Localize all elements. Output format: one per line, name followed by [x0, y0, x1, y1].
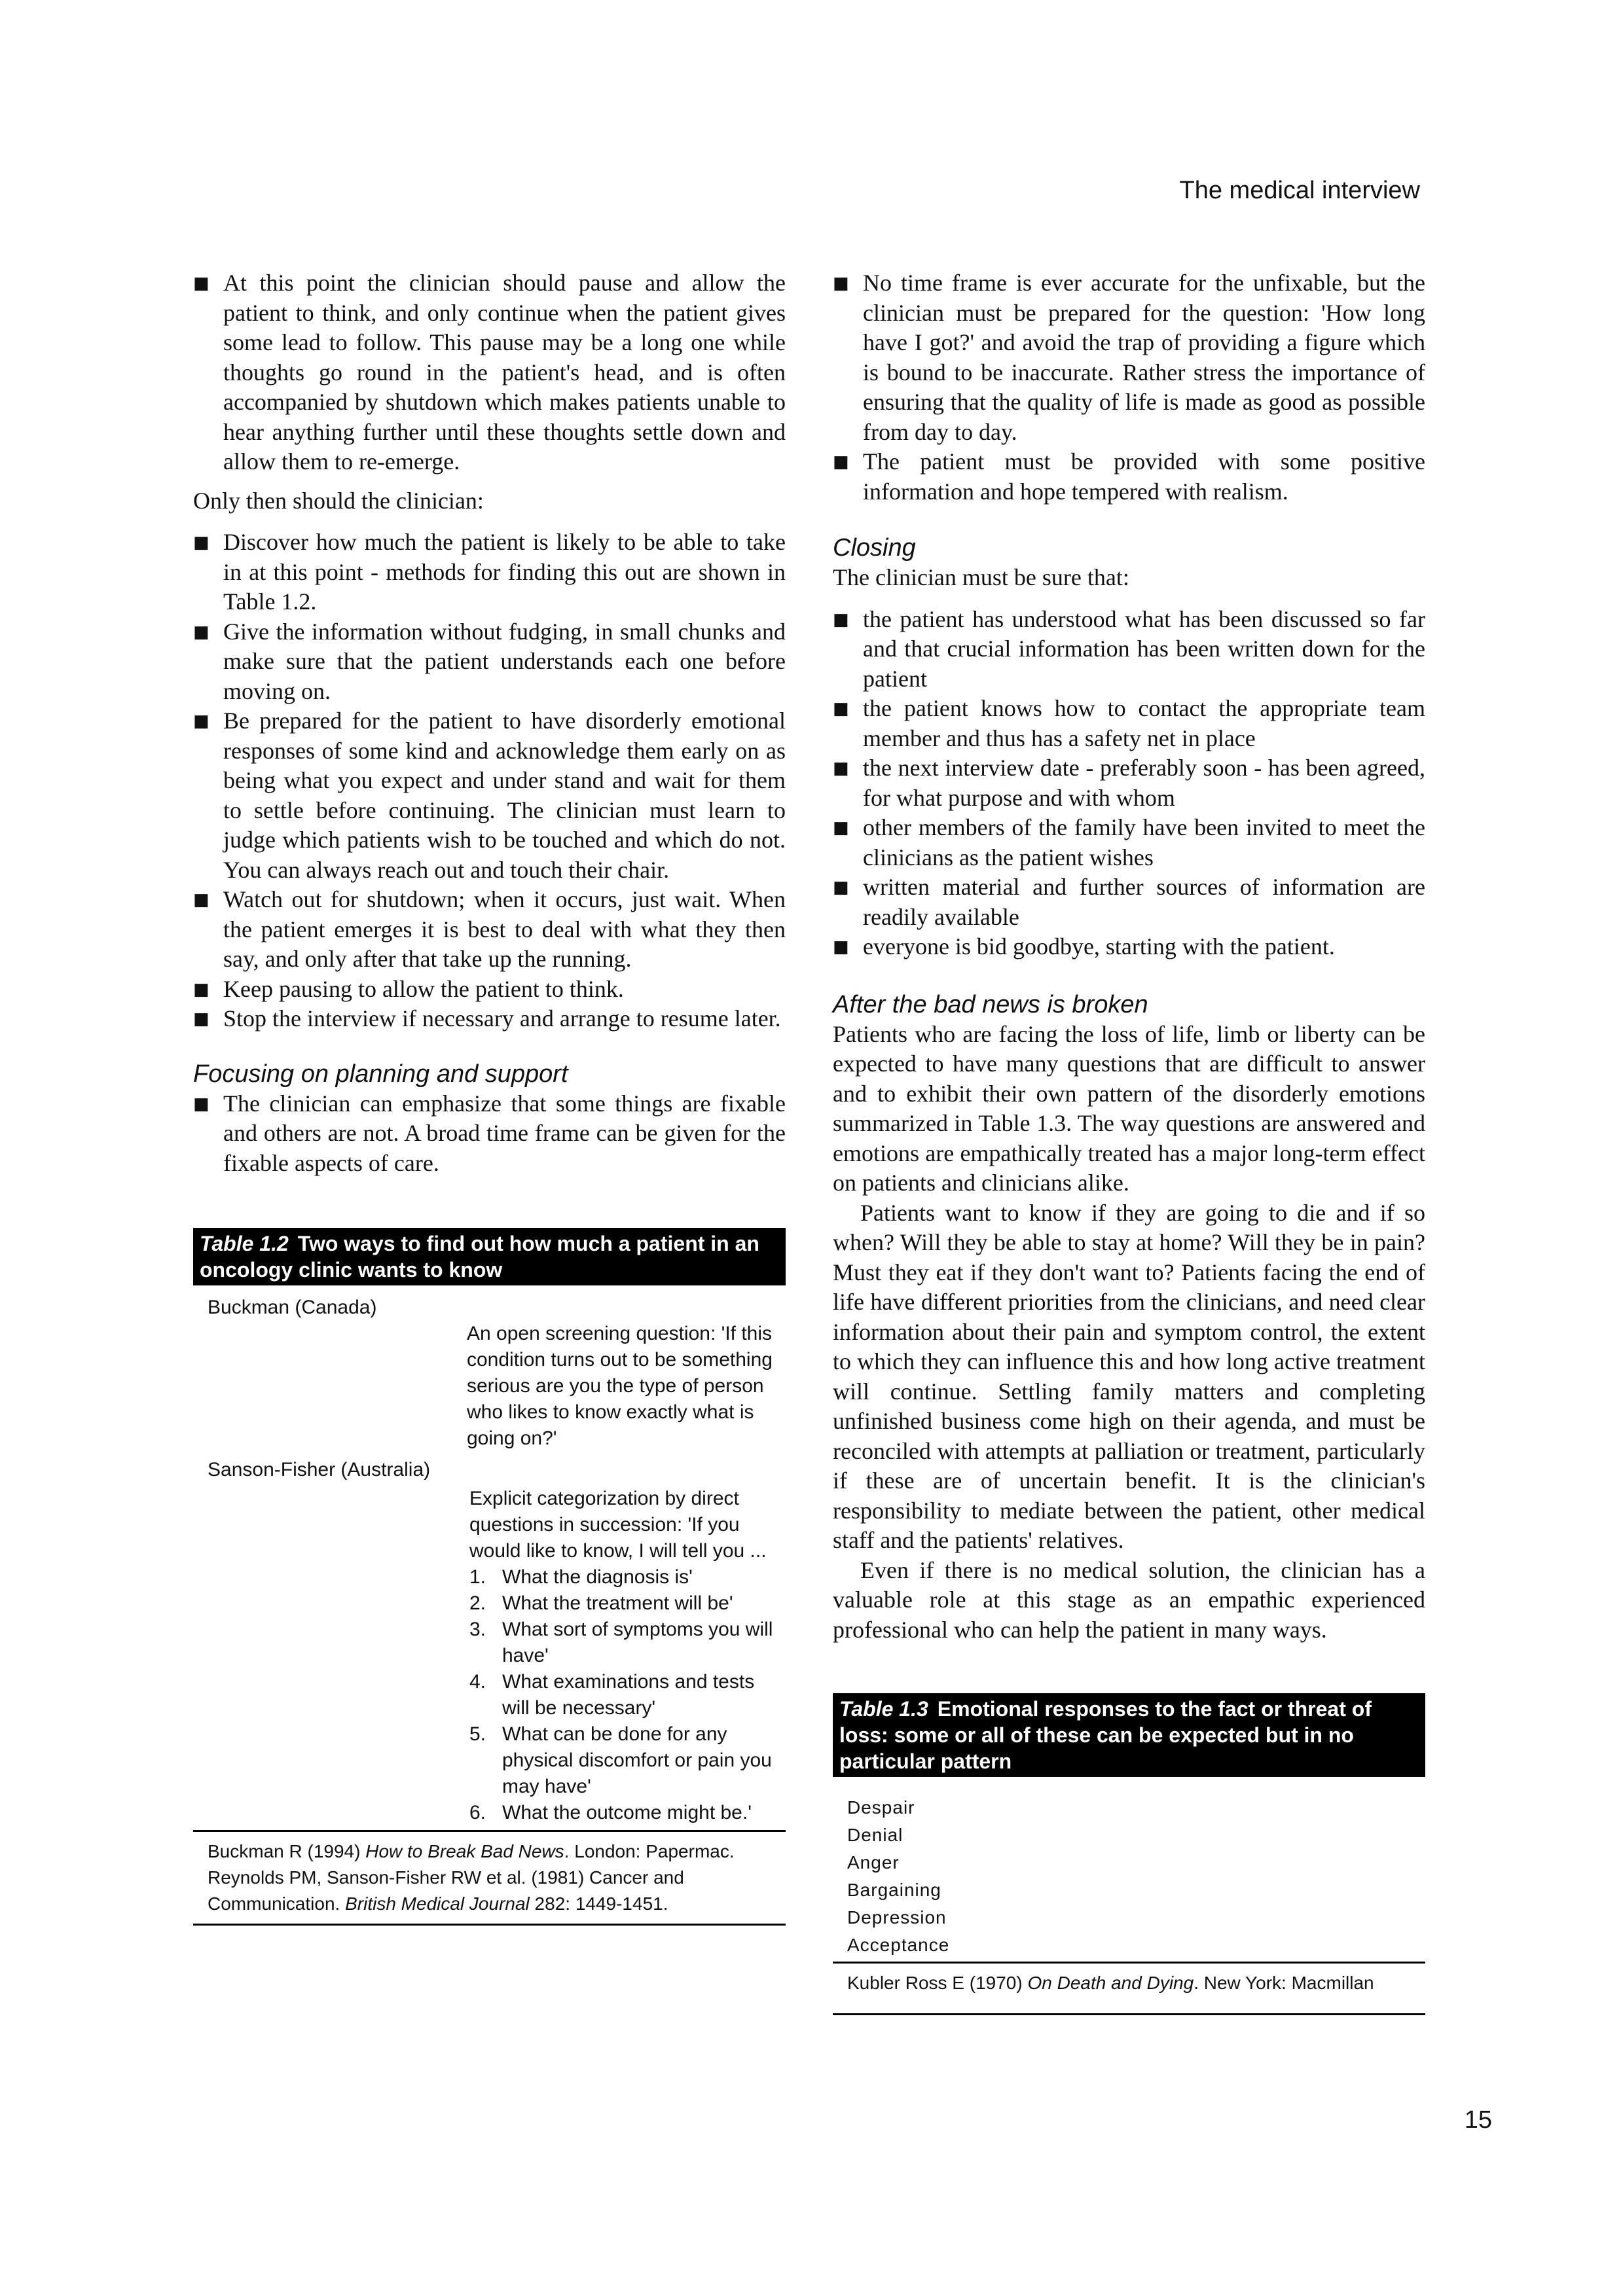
list-item: Anger: [847, 1852, 900, 1873]
table-caption: [833, 1693, 1425, 1777]
list-item: ■ The patient must be provided with some positive information and hope tempered with realism.: [833, 447, 1425, 507]
table-title: Two ways to find out how much a patient in an oncology clinic wants to know: [200, 1232, 759, 1282]
list-item: Acceptance: [847, 1935, 950, 1955]
timeframe-bullet-list: [833, 268, 1425, 507]
list-item: Depression: [847, 1907, 947, 1928]
running-header: The medical interview: [1179, 177, 1420, 204]
closing-bullet-list: [833, 605, 1425, 962]
list-item: Bargaining: [847, 1880, 941, 1900]
action-bullet-list: [193, 528, 786, 1034]
list-item: 3. What sort of symptoms you will have': [469, 1619, 773, 1666]
only-then-text: Only then should the clinician:: [193, 487, 484, 514]
list-item: 5. What can be done for any physical discomfort or pain you may have': [469, 1723, 772, 1797]
list-item: ■ Keep pausing to allow the patient to think.: [193, 975, 786, 1005]
table-row: [193, 1295, 786, 1452]
page-number: 15: [1464, 2106, 1492, 2134]
question-list: [469, 1564, 784, 1826]
pause-bullet-list: [193, 268, 786, 477]
row-label: Sanson-Fisher (Australia): [208, 1459, 431, 1480]
list-item: ■ everyone is bid goodbye, starting with the patient.: [833, 932, 1425, 962]
list-item: ■ written material and further sources of information are readily available: [833, 872, 1425, 932]
list-item: ■ other members of the family have been invited to meet the clinicians as the patient wishes: [833, 813, 1425, 872]
table-1-3: [833, 1693, 1425, 2015]
list-item: ■ the patient has understood what has been discussed so far and that crucial information has been written down for the patient: [833, 605, 1425, 694]
table-1-2: [193, 1228, 786, 1926]
list-item: ■ Discover how much the patient is likely to be able to take in at this point - methods for finding this out are shown in Table 1.2.: [193, 528, 786, 617]
table-source: Kubler Ross E (1970) On Death and Dying. New York: Macmillan: [847, 1973, 1374, 1993]
list-item: 1. What the diagnosis is': [469, 1566, 693, 1588]
table-number: Table 1.2: [200, 1232, 289, 1255]
table-title: Emotional responses to the fact or threat of loss: some or all of these can be expected but in no particular pattern: [839, 1697, 1372, 1773]
table-number: Table 1.3: [839, 1697, 928, 1721]
section-heading-focusing: Focusing on planning and support: [193, 1060, 568, 1088]
row-text: Explicit categorization by direct questions in succession: 'If you would like to know, I will tell you ...: [469, 1488, 767, 1562]
table-body: [193, 1285, 786, 1826]
list-item: ■ the next interview date - preferably soon - has been agreed, for what purpose and with whom: [833, 753, 1425, 813]
section-heading-after: After the bad news is broken: [833, 990, 1148, 1018]
after-paragraph: Even if there is no medical solution, the clinician has a valuable role at this stage as an empathic experienced professional who can help the patient in many ways.: [833, 1556, 1425, 1643]
row-label: Buckman (Canada): [208, 1297, 377, 1318]
list-item: 6. What the outcome might be.': [469, 1802, 752, 1823]
section-heading-closing: Closing: [833, 534, 916, 562]
row-text: An open screening question: 'If this condition turns out to be something serious are you the type of person who likes to know exactly what is going on?': [467, 1323, 773, 1449]
list-item: ■ Watch out for shutdown; when it occurs, just wait. When the patient emerges it is best to deal with what they then say, and only after that take up the running.: [193, 885, 786, 975]
list-item: 2. What the treatment will be': [469, 1592, 733, 1614]
list-item: ■ Stop the interview if necessary and arrange to resume later.: [193, 1004, 786, 1034]
left-column: [193, 268, 786, 1926]
list-item: ■ Be prepared for the patient to have disorderly emotional responses of some kind and acknowledge them early on as being what you expect and under stand and wait for them to settle before continuing. The clinician must learn to judge which patients wish to be touched and which do not. You can always reach out and touch their chair.: [193, 706, 786, 885]
list-item: ■ The clinician can emphasize that some things are fixable and others are not. A broad time frame can be given for the fixable aspects of care.: [193, 1089, 786, 1179]
list-item: Denial: [847, 1825, 903, 1845]
list-item: 4. What examinations and tests will be necessary': [469, 1671, 755, 1719]
emotion-list: [833, 1794, 1425, 1959]
list-item: ■ the patient knows how to contact the appropriate team member and thus has a safety net in place: [833, 694, 1425, 753]
table-source: Buckman R (1994) How to Break Bad News. London: Papermac. Reynolds PM, Sanson-Fisher RW et al. (1981) Cancer and Communication. British Medical Journal 282: 1449-1451.: [208, 1841, 735, 1914]
table-caption: [193, 1228, 786, 1285]
closing-intro: The clinician must be sure that:: [833, 564, 1129, 590]
list-item: ■ Give the information without fudging, in small chunks and make sure that the patient understands each one before moving on.: [193, 617, 786, 707]
after-paragraph: Patients who are facing the loss of life, limb or liberty can be expected to have many questions that are difficult to answer and to exhibit their own pattern of the disorderly emotions summarized in Table 1.3. The way questions are answered and emotions are empathically treated has a major long-term effect on patients and clinicians alike.: [833, 1020, 1425, 1196]
focus-list: [193, 1089, 786, 1179]
table-row: [193, 1457, 786, 1826]
list-item: ■ At this point the clinician should pause and allow the patient to think, and only continue when the patient gives some lead to follow. This pause may be a long one while thoughts go round in the patient's head, and is often accompanied by shutdown which makes patients unable to hear anything further until these thoughts settle down and allow them to re-emerge.: [193, 268, 786, 477]
after-paragraph: Patients want to know if they are going to die and if so when? Will they be able to stay at home? Will they be in pain? Must they eat if they don't want to? Patients facing the end of life have different priorities from the clinicians, and need clear information about their pain and symptom control, the extent to which they can influence this and how long active treatment will continue. Settling family matters and completing unfinished business come high on their agenda, and must be reconciled with attempts at palliation or treatment, particularly if these are of uncertain benefit. It is the clinician's responsibility to mediate between the patient, other medical staff and the patients' relatives.: [833, 1199, 1425, 1553]
right-column: [833, 268, 1425, 2015]
list-item: ■ No time frame is ever accurate for the unfixable, but the clinician must be prepared for the question: 'How long have I got?' and avoid the trap of providing a figure which is bound to be inaccurate. Rather stress the importance of ensuring that the quality of life is made as good as possible from day to day.: [833, 268, 1425, 447]
list-item: Despair: [847, 1797, 915, 1818]
